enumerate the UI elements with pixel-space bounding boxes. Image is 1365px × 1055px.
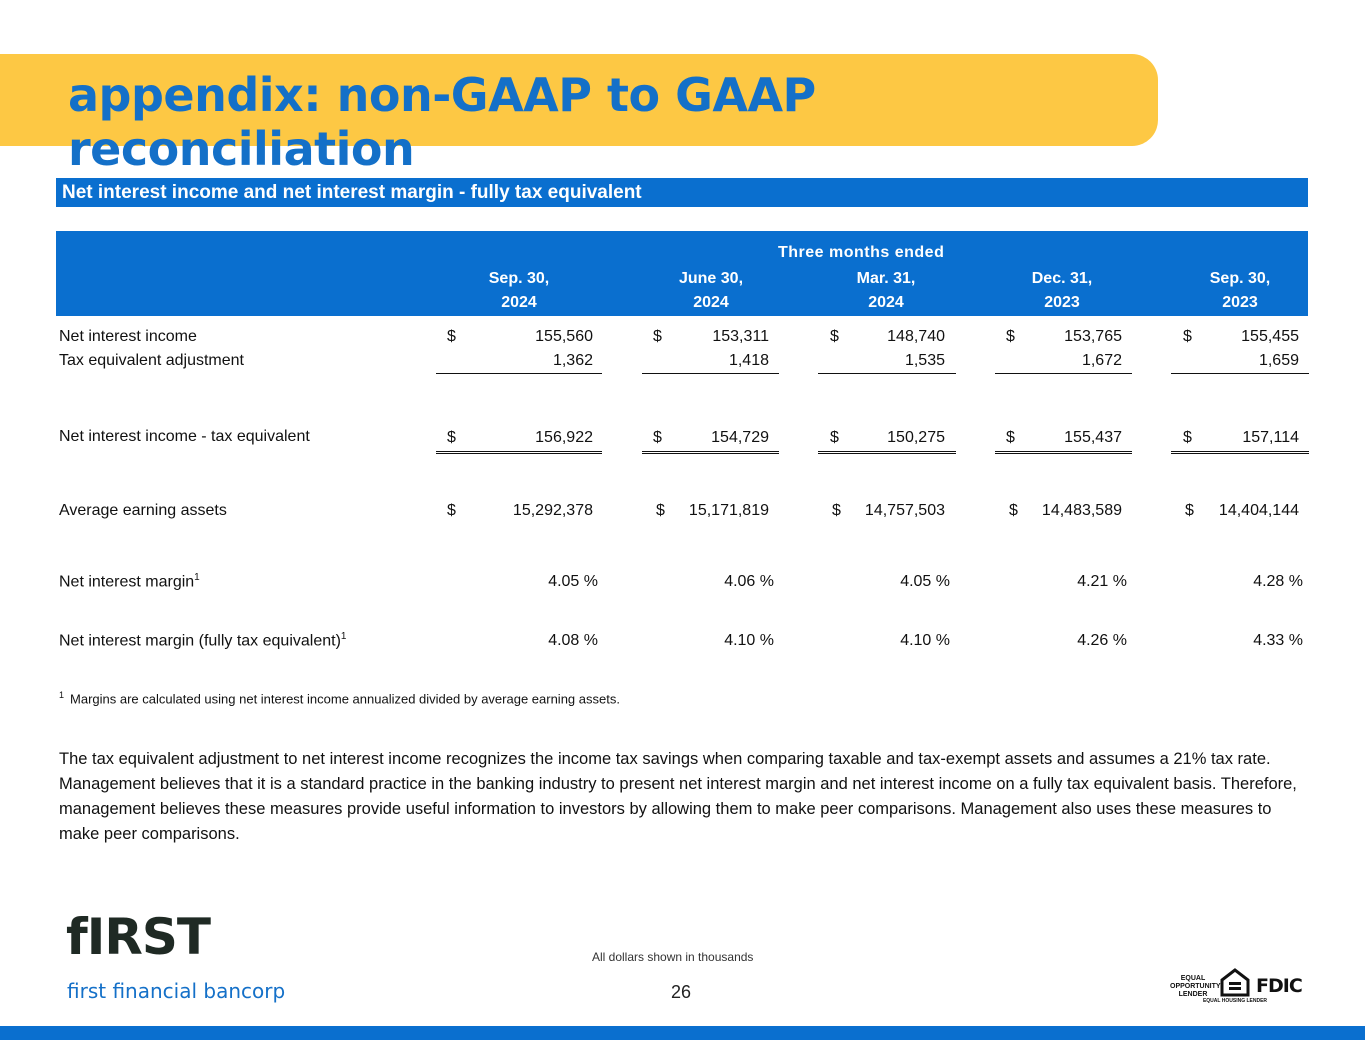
dollar-sign: $ (830, 328, 839, 345)
dollar-sign: $ (447, 502, 456, 519)
footnote (59, 690, 620, 706)
column-header-date: Dec. 31, (1031, 270, 1093, 287)
column-header (641, 267, 781, 315)
column-header-year: 2024 (868, 294, 904, 311)
cell-value: 157,114 (1242, 429, 1299, 446)
housing-label: EQUAL HOUSING LENDER (1202, 998, 1268, 1004)
dollar-sign: $ (653, 328, 662, 345)
footnote-text: Margins are calculated using net interest income annualized divided by average earning assets. (70, 691, 620, 707)
table-cell (830, 573, 950, 593)
column-header-date: Sep. 30, (488, 270, 550, 287)
cell-value: 148,740 (887, 328, 945, 345)
row-label-net-interest-margin (59, 572, 200, 591)
cell-value: 15,292,378 (512, 502, 593, 519)
column-header-year: 2024 (693, 294, 729, 311)
row-label-net-interest-margin-fte (59, 631, 346, 650)
table-cell (1006, 352, 1122, 372)
dollar-sign: $ (1183, 328, 1192, 345)
cell-value: 155,455 (1241, 328, 1299, 345)
page-number: 26 (671, 982, 692, 1002)
cell-value: 14,483,589 (1041, 502, 1122, 519)
cell-value: 4.08 % (548, 632, 598, 649)
units-note: All dollars shown in thousands (592, 950, 754, 964)
table-cell (653, 573, 774, 593)
table-cell (1006, 429, 1122, 449)
row-label-net-interest-income-tax-equivalent: Net interest income - tax equivalent (59, 428, 310, 445)
table-cell (447, 502, 593, 522)
table-cell (1185, 502, 1299, 522)
table-cell (447, 429, 593, 449)
table-cell (1183, 352, 1299, 372)
total-double-rule (642, 451, 779, 454)
dollar-sign: $ (447, 328, 456, 345)
cell-value: 1,362 (552, 352, 593, 369)
cell-value: 15,171,819 (688, 502, 769, 519)
table-cell (830, 632, 950, 652)
table-header (56, 231, 1308, 316)
table-cell (653, 429, 769, 449)
table-cell (1183, 632, 1303, 652)
footnote-marker: 1 (194, 572, 200, 583)
equal-opportunity-lender-badge (1170, 975, 1221, 999)
bottom-bar (0, 1026, 1365, 1040)
column-header-year: 2024 (501, 294, 537, 311)
total-double-rule (818, 451, 956, 454)
dollar-sign: $ (447, 429, 456, 446)
table-cell (447, 328, 593, 348)
cell-value: 153,311 (712, 328, 769, 345)
cell-value: 1,535 (904, 352, 945, 369)
subtotal-rule (995, 373, 1132, 374)
cell-value: 4.06 % (724, 573, 774, 590)
footnote-marker: 1 (340, 631, 347, 642)
cell-value: 1,672 (1081, 352, 1122, 369)
cell-value: 150,275 (887, 429, 945, 446)
cell-value: 4.26 % (1077, 632, 1127, 649)
explanation-paragraph: The tax equivalent adjustment to net interest income recognizes the income tax savings when comparing taxable and tax-exempt assets and assumes a 21% tax rate. Management believes that it is a standard practice in the banking industry to present net interest margin and net interest income on a fully tax equivalent basis. Therefore, management believes these measures provide useful information to investors by allowing them to make peer comparisons. Management also uses these measures to make peer comparisons. (59, 750, 1297, 843)
table-cell (656, 502, 769, 522)
equal-housing-lender-icon (1202, 968, 1268, 1004)
cell-value: 156,922 (535, 429, 593, 446)
dollar-sign: $ (1006, 429, 1015, 446)
column-header (449, 267, 589, 315)
table-cell (653, 328, 769, 348)
footnote-marker: 1 (59, 690, 65, 700)
title-band (0, 54, 1158, 176)
row-label-tax-equivalent-adjustment: Tax equivalent adjustment (59, 352, 244, 369)
cell-value: 14,404,144 (1218, 502, 1299, 519)
table-cell (832, 502, 945, 522)
column-header (816, 267, 956, 315)
total-double-rule (995, 451, 1132, 454)
table-cell (653, 632, 774, 652)
table-cell (830, 429, 945, 449)
subtotal-rule (642, 373, 779, 374)
row-label-text: Net interest margin (59, 573, 195, 591)
cell-value: 4.05 % (900, 573, 950, 590)
table-cell (447, 573, 598, 593)
subtotal-rule (818, 373, 956, 374)
column-header-year: 2023 (1044, 294, 1080, 311)
column-header-year: 2023 (1222, 294, 1258, 311)
cell-value: 1,418 (728, 352, 769, 369)
cell-value: 4.28 % (1253, 573, 1303, 590)
table-cell (447, 632, 598, 652)
dollar-sign: $ (1185, 502, 1194, 519)
dollar-sign: $ (830, 429, 839, 446)
cell-value: 1,659 (1258, 352, 1299, 369)
table-cell (1006, 573, 1127, 593)
table-cell (1006, 328, 1122, 348)
dollar-sign: $ (653, 429, 662, 446)
table-cell (1183, 429, 1299, 449)
table-cell (1183, 573, 1303, 593)
logo-subtitle: first financial bancorp (67, 979, 286, 1003)
cell-value: 4.33 % (1253, 632, 1303, 649)
subtotal-rule (436, 373, 602, 374)
cell-value: 4.05 % (548, 573, 598, 590)
column-header-date: Mar. 31, (856, 270, 916, 287)
badge-line: OPPORTUNITY (1170, 983, 1221, 990)
table-cell (653, 352, 769, 372)
cell-value: 155,437 (1064, 429, 1122, 446)
cell-value: 155,560 (535, 328, 593, 345)
logo-wordmark: fIRST (66, 908, 210, 966)
row-label-net-interest-income: Net interest income (59, 328, 197, 345)
table-cell (1183, 328, 1299, 348)
row-label-text: Net interest margin (fully tax equivalent) (59, 632, 341, 650)
table-cell (1006, 632, 1127, 652)
column-header-date: June 30, (678, 270, 744, 287)
badge-line: EQUAL (1180, 975, 1206, 982)
column-header (992, 267, 1132, 315)
cell-value: 14,757,503 (864, 502, 945, 519)
cell-value: 4.21 % (1077, 573, 1127, 590)
dollar-sign: $ (832, 502, 841, 519)
period-header: Three months ended (778, 244, 945, 261)
dollar-sign: $ (1183, 429, 1192, 446)
column-header-date: Sep. 30, (1209, 270, 1271, 287)
column-header (1170, 267, 1310, 315)
dollar-sign: $ (1006, 328, 1015, 345)
row-label-average-earning-assets: Average earning assets (59, 502, 227, 519)
section-title: Net interest income and net interest margin - fully tax equivalent (56, 178, 1308, 207)
table-cell (830, 352, 945, 372)
dollar-sign: $ (1009, 502, 1018, 519)
dollar-sign: $ (656, 502, 665, 519)
subtotal-rule (1171, 373, 1309, 374)
table-cell (1009, 502, 1122, 522)
badge-line: LENDER (1178, 991, 1208, 998)
page-title: appendix: non-GAAP to GAAP reconciliation (68, 68, 816, 176)
cell-value: 153,765 (1064, 328, 1122, 345)
total-double-rule (1171, 451, 1309, 454)
cell-value: 4.10 % (724, 632, 774, 649)
total-double-rule (436, 451, 602, 454)
table-cell (830, 328, 945, 348)
cell-value: 154,729 (711, 429, 769, 446)
table-cell (447, 352, 593, 372)
cell-value: 4.10 % (900, 632, 950, 649)
fdic-logo: FDIC (1256, 975, 1302, 997)
